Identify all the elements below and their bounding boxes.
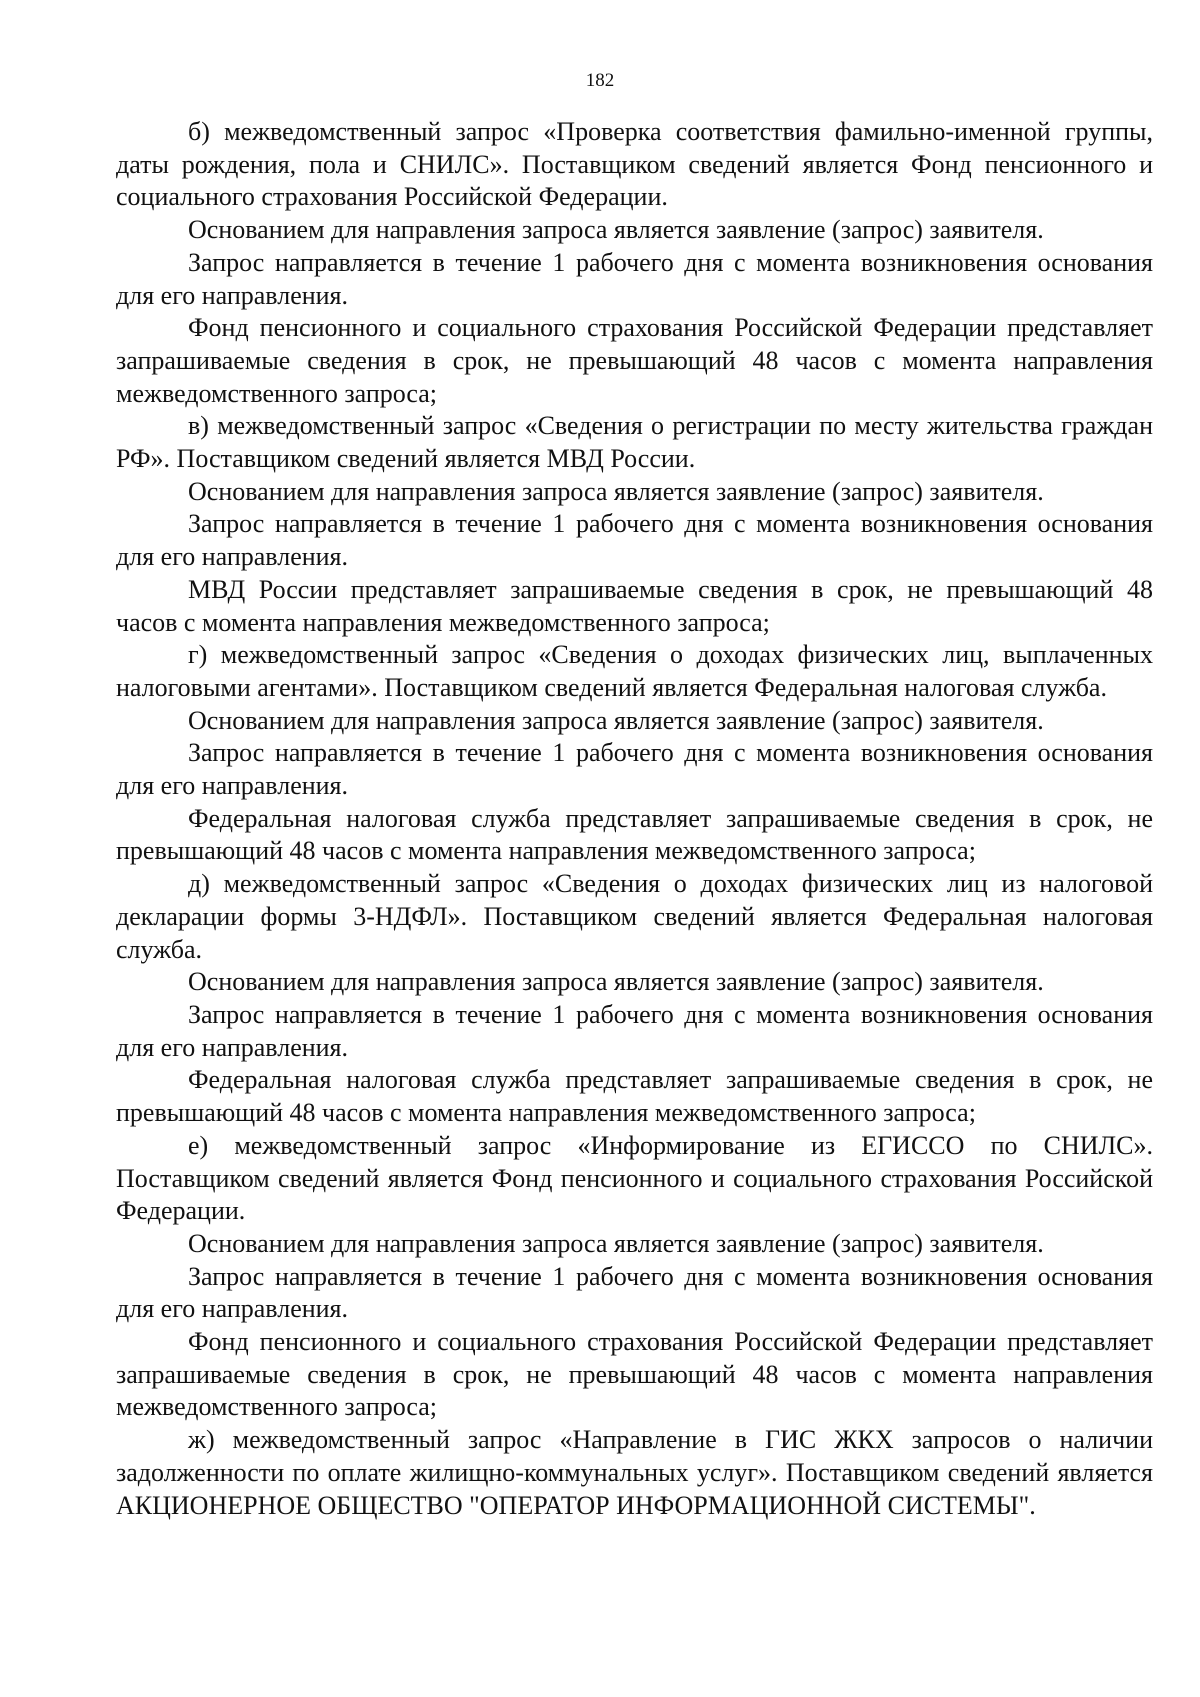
paragraph-basis: Основанием для направления запроса является заявление (запрос) заявителя. — [188, 215, 1044, 245]
paragraph-response-term: Фонд пенсионного и социального страхования Российской Федерации представляет запрашиваемые сведения в срок, не превышающий 48 часов с момента направления межведомственного запроса; — [116, 1327, 1153, 1422]
paragraph-basis: Основанием для направления запроса является заявление (запрос) заявителя. — [188, 967, 1044, 997]
paragraph-response-term: МВД России представляет запрашиваемые сведения в срок, не превышающий 48 часов с момента направления межведомственного запроса; — [116, 574, 1153, 637]
paragraph-b-request: б) межведомственный запрос «Проверка соответствия фамильно-именной группы, даты рождения, пола и СНИЛС». Поставщиком сведений является Фонд пенсионного и социального страхования Российской Федерации. — [116, 117, 1153, 212]
paragraph-g-request: г) межведомственный запрос «Сведения о доходах физических лиц, выплаченных налоговыми агентами». Поставщиком сведений является Федеральная налоговая служба. — [116, 640, 1153, 702]
paragraph-deadline: Запрос направляется в течение 1 рабочего дня с момента возникновения основания для его направления. — [116, 509, 1153, 572]
paragraph-d-request: д) межведомственный запрос «Сведения о доходах физических лиц из налоговой декларации формы 3-НДФЛ». Поставщиком сведений является Федеральная налоговая служба. — [116, 869, 1153, 964]
paragraph-response-term: Федеральная налоговая служба представляет запрашиваемые сведения в срок, не превышающий 48 часов с момента направления межведомственного запроса; — [116, 803, 1153, 866]
paragraph-deadline: Запрос направляется в течение 1 рабочего дня с момента возникновения основания для его направления. — [116, 1261, 1153, 1324]
paragraph-basis: Основанием для направления запроса является заявление (запрос) заявителя. — [188, 705, 1044, 735]
paragraph-basis: Основанием для направления запроса является заявление (запрос) заявителя. — [188, 476, 1044, 506]
paragraph-zh-request: ж) межведомственный запрос «Направление в ГИС ЖКХ запросов о наличии задолженности по оплате жилищно-коммунальных услуг». Поставщиком сведений является АКЦИОНЕРНОЕ ОБЩЕСТВО "ОПЕРАТОР ИНФОРМАЦИОННОЙ СИСТЕМЫ". — [116, 1425, 1153, 1520]
paragraph-deadline: Запрос направляется в течение 1 рабочего дня с момента возникновения основания для его направления. — [116, 999, 1153, 1062]
page-number: 182 — [585, 70, 615, 91]
paragraph-deadline: Запрос направляется в течение 1 рабочего дня с момента возникновения основания для его направления. — [116, 247, 1153, 310]
paragraph-response-term: Федеральная налоговая служба представляет запрашиваемые сведения в срок, не превышающий 48 часов с момента направления межведомственного запроса; — [116, 1065, 1153, 1128]
paragraph-response-term: Фонд пенсионного и социального страхования Российской Федерации представляет запрашиваемые сведения в срок, не превышающий 48 часов с момента направления межведомственного запроса; — [116, 313, 1153, 408]
paragraph-v-request: в) межведомственный запрос «Сведения о регистрации по месту жительства граждан РФ». Поставщиком сведений является МВД России. — [116, 411, 1153, 474]
paragraph-e-request: е) межведомственный запрос «Информирование из ЕГИССО по СНИЛС». Поставщиком сведений является Фонд пенсионного и социального страхования Российской Федерации. — [116, 1130, 1153, 1226]
document-body — [116, 116, 1153, 1522]
paragraph-basis: Основанием для направления запроса является заявление (запрос) заявителя. — [188, 1228, 1044, 1258]
paragraph-deadline: Запрос направляется в течение 1 рабочего дня с момента возникновения основания для его направления. — [116, 738, 1153, 801]
